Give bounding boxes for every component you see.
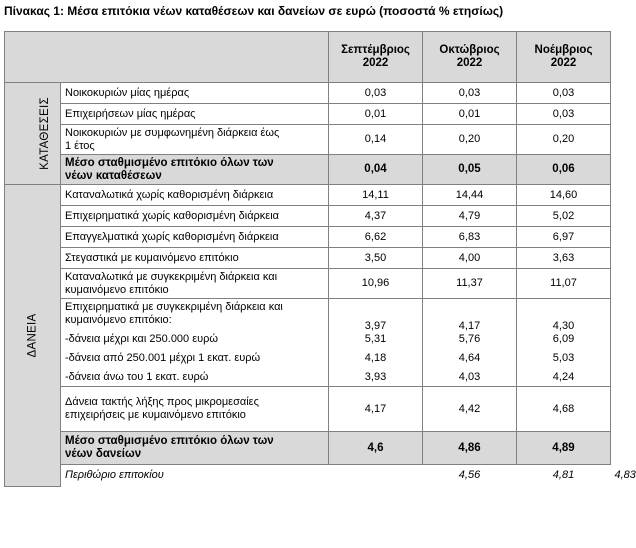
cell-value: 11,07 <box>517 269 611 299</box>
row-label: Καταναλωτικά χωρίς καθορισμένη διάρκεια <box>61 185 329 206</box>
deposits-section-text: ΚΑΤΑΘΕΣΕΙΣ <box>38 97 51 170</box>
column-year: 2022 <box>362 57 389 69</box>
row-label <box>61 269 329 299</box>
cell-value: 4,64 <box>458 352 481 364</box>
table-row <box>5 248 611 269</box>
table-row <box>5 185 611 206</box>
business-loans-group-row <box>5 299 611 387</box>
cell-value: 10,96 <box>329 269 423 299</box>
cell-value-group <box>517 299 611 387</box>
table-caption: Πίνακας 1: Μέσα επιτόκια νέων καταθέσεων και δανείων σε ευρώ (ποσοστά % ετησίως) <box>4 4 504 18</box>
row-label: Επαγγελματικά χωρίς καθορισμένη διάρκεια <box>61 227 329 248</box>
cell-value: 5,76 <box>458 333 481 345</box>
header-row <box>5 32 611 83</box>
cell-value: 0,20 <box>517 125 611 155</box>
table-row <box>5 227 611 248</box>
cell-value: 4,42 <box>423 387 517 432</box>
row-label: Επιχειρηματικά χωρίς καθορισμένη διάρκεια <box>61 206 329 227</box>
cell-value: 0,03 <box>423 83 517 104</box>
cell-value: 4,6 <box>329 432 423 465</box>
cell-value: 4,86 <box>423 432 517 465</box>
cell-value: 4,03 <box>458 371 481 383</box>
row-label <box>61 125 329 155</box>
column-year: 2022 <box>456 57 483 69</box>
column-header-september <box>329 32 423 83</box>
cell-value-group <box>423 299 517 387</box>
cell-value: 4,89 <box>517 432 611 465</box>
sub-row-label: -δάνεια από 250.001 μέχρι 1 εκατ. ευρώ <box>65 352 261 364</box>
cell-value: 4,17 <box>329 387 423 432</box>
row-label-line: Μέσο σταθμισμένο επιτόκιο όλων των <box>65 156 274 169</box>
row-label-line: Μέσο σταθμισμένο επιτόκιο όλων των <box>65 435 274 447</box>
column-month: Νοέμβριος <box>534 44 593 56</box>
cell-value: 4,81 <box>517 465 611 487</box>
loans-section-text: ΔΑΝΕΙΑ <box>26 313 38 358</box>
row-label: Περιθώριο επιτοκίου <box>61 465 423 487</box>
row-label-line: Επιχειρηματικά με συγκεκριμένη διάρκεια και <box>65 301 283 313</box>
row-label: Νοικοκυριών μίας ημέρας <box>61 83 329 104</box>
loans-section-label <box>5 185 61 487</box>
loans-summary-row <box>5 432 611 465</box>
row-label-line: νέων καταθέσεων <box>65 169 162 182</box>
cell-value: 0,20 <box>423 125 517 155</box>
cell-value: 5,31 <box>364 333 387 345</box>
sub-row-label: -δάνεια μέχρι και 250.000 ευρώ <box>65 333 218 345</box>
cell-value: 0,03 <box>517 104 611 125</box>
column-header-november <box>517 32 611 83</box>
row-label <box>61 387 329 432</box>
cell-value-group <box>329 299 423 387</box>
row-label-line: επιχειρήσεις με κυμαινόμενο επιτόκιο <box>65 409 246 421</box>
row-label <box>61 299 329 387</box>
row-label-line: νέων δανείων <box>65 448 142 460</box>
cell-value: 0,03 <box>329 83 423 104</box>
column-month: Οκτώβριος <box>439 44 500 56</box>
cell-value: 0,04 <box>329 155 423 185</box>
cell-value: 14,44 <box>423 185 517 206</box>
cell-value: 3,63 <box>517 248 611 269</box>
row-label-line: Δάνεια τακτής λήξης προς μικρομεσαίες <box>65 396 259 408</box>
row-label-line: κυμαινόμενο επιτόκιο: <box>65 314 172 326</box>
row-label: Επιχειρήσεων μίας ημέρας <box>61 104 329 125</box>
cell-value: 4,17 <box>458 320 481 332</box>
table-row <box>5 104 611 125</box>
cell-value: 4,68 <box>517 387 611 432</box>
row-label-line: κυμαινόμενο επιτόκιο <box>65 283 169 296</box>
cell-value: 6,62 <box>329 227 423 248</box>
row-label-line: Καταναλωτικά με συγκεκριμένη διάρκεια και <box>65 270 278 283</box>
column-year: 2022 <box>550 57 577 69</box>
cell-value: 4,24 <box>552 371 575 383</box>
table-row <box>5 269 611 299</box>
cell-value: 6,09 <box>552 333 575 345</box>
cell-value: 4,00 <box>423 248 517 269</box>
cell-value: 14,11 <box>329 185 423 206</box>
cell-value: 3,97 <box>364 320 387 332</box>
header-blank-cell <box>5 32 329 83</box>
cell-value: 11,37 <box>423 269 517 299</box>
column-month: Σεπτέμβριος <box>341 44 410 56</box>
cell-value: 3,93 <box>364 371 387 383</box>
cell-value: 6,97 <box>517 227 611 248</box>
cell-value: 4,56 <box>423 465 517 487</box>
row-label-line: Νοικοκυριών με συμφωνημένη διάρκεια έως <box>65 126 280 139</box>
cell-value: 0,03 <box>517 83 611 104</box>
cell-value: 4,37 <box>329 206 423 227</box>
table-row <box>5 83 611 104</box>
cell-value: 0,05 <box>423 155 517 185</box>
cell-value: 5,03 <box>552 352 575 364</box>
cell-value: 3,50 <box>329 248 423 269</box>
deposits-section-label <box>5 83 61 185</box>
table-row <box>5 387 611 432</box>
interest-margin-row: Περιθώριο επιτοκίου 4,56 4,81 4,83 <box>5 465 611 487</box>
cell-value: 6,83 <box>423 227 517 248</box>
row-label-line: 1 έτος <box>65 139 95 152</box>
cell-value: 0,06 <box>517 155 611 185</box>
column-header-october <box>423 32 517 83</box>
cell-value: 0,01 <box>329 104 423 125</box>
row-label <box>61 432 329 465</box>
row-label: Στεγαστικά με κυμαινόμενο επιτόκιο <box>61 248 329 269</box>
cell-value: 4,30 <box>552 320 575 332</box>
row-label <box>61 155 329 185</box>
cell-value: 5,02 <box>517 206 611 227</box>
sub-row-label: -δάνεια άνω του 1 εκατ. ευρώ <box>65 371 209 383</box>
cell-value: 14,60 <box>517 185 611 206</box>
cell-value: 0,01 <box>423 104 517 125</box>
table-row <box>5 125 611 155</box>
deposits-summary-row <box>5 155 611 185</box>
table-row <box>5 206 611 227</box>
interest-rates-table <box>4 31 636 487</box>
cell-value: 0,14 <box>329 125 423 155</box>
cell-value: 4,18 <box>364 352 387 364</box>
cell-value: 4,79 <box>423 206 517 227</box>
